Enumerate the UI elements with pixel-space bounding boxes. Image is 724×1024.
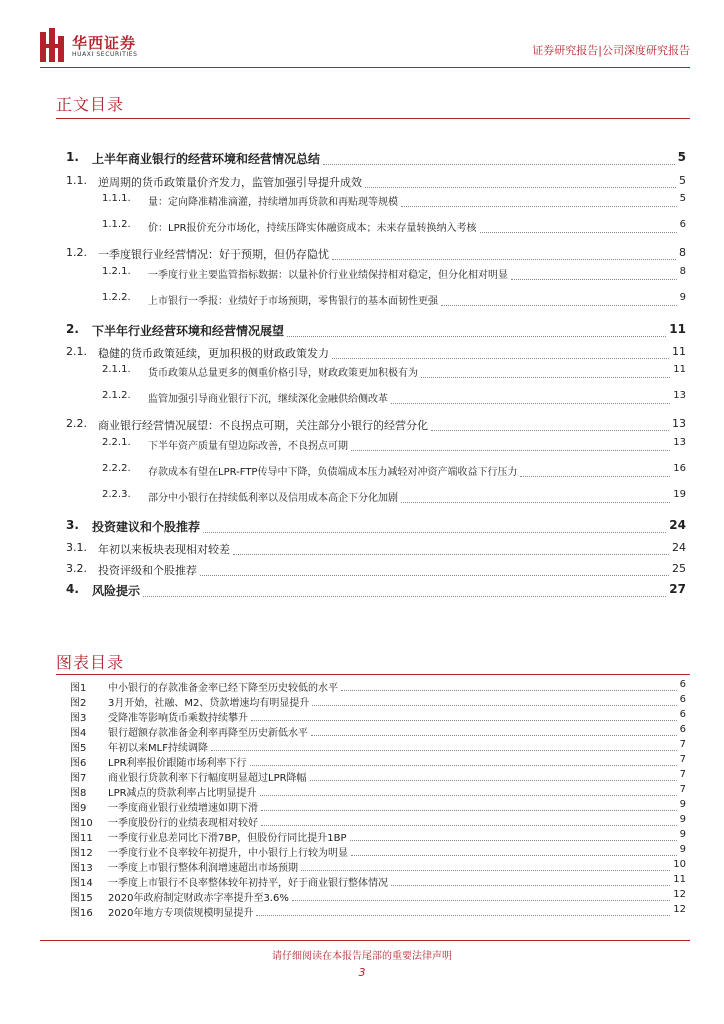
- figure-title: 一季度上市银行整体利润增速超出市场预期: [108, 863, 298, 874]
- figure-leader-dots: [301, 870, 670, 871]
- figure-leader-dots: [211, 750, 677, 751]
- toc-title-divider: [56, 118, 690, 119]
- toc-entry-title: 上半年商业银行的经营环境和经营情况总结: [92, 152, 321, 166]
- toc-entry-title: 一季度银行业经营情况：好于预期，但仍存隐忧: [98, 248, 329, 261]
- toc-entry-title: 稳健的货币政策延续，更加积极的财政政策发力: [98, 347, 329, 360]
- toc-leader-dots: [332, 358, 669, 359]
- figure-label: 图4: [70, 728, 87, 739]
- figure-label: 图14: [70, 878, 93, 889]
- toc-entry-number: 1.2.1.: [102, 266, 131, 277]
- toc-entry-title: 商业银行经营情况展望：不良拐点可期，关注部分小银行的经营分化: [98, 419, 428, 432]
- toc-entry[interactable]: [0, 582, 724, 600]
- toc-entry-number: 1.2.2.: [102, 292, 131, 303]
- toc-entry-title: 部分中小银行在持续低利率以及信用成本高企下分化加剧: [148, 493, 398, 504]
- figure-leader-dots: [391, 885, 670, 886]
- figure-label: 图2: [70, 698, 87, 709]
- toc-leader-dots: [323, 164, 675, 165]
- toc-entry-title: 存款成本有望在LPR-FTP传导中下降，负债端成本压力减轻对冲资产端收益下行压力: [148, 467, 518, 478]
- toc-leader-dots: [480, 232, 677, 233]
- toc-entry[interactable]: [0, 518, 724, 536]
- figure-leader-dots: [351, 855, 677, 856]
- toc-leader-dots: [401, 206, 677, 207]
- figure-label: 图10: [70, 818, 93, 829]
- figure-label: 图1: [70, 683, 87, 694]
- toc-entry-number: 2.: [66, 322, 79, 336]
- figure-entry[interactable]: [0, 769, 724, 783]
- figure-leader-dots: [256, 915, 670, 916]
- report-type: 证券研究报告|公司深度研究报告: [532, 44, 690, 57]
- logo-text: 华西证券: [72, 34, 137, 52]
- figure-page: 9: [679, 844, 686, 855]
- toc-entry[interactable]: [0, 541, 724, 559]
- toc-entry-title: 投资建议和个股推荐: [92, 520, 201, 534]
- figure-label: 图13: [70, 863, 93, 874]
- toc-entry-page: 11: [673, 364, 686, 375]
- figure-entry[interactable]: [0, 874, 724, 888]
- toc-entry[interactable]: [0, 437, 724, 455]
- toc-entry-title: 监管加强引导商业银行下沉，继续深化金融供给侧改革: [148, 394, 388, 405]
- toc-entry-page: 19: [673, 489, 686, 500]
- figure-page: 6: [679, 724, 686, 735]
- toc-entry[interactable]: [0, 562, 724, 580]
- toc-entry[interactable]: [0, 246, 724, 264]
- toc-leader-dots: [520, 476, 670, 477]
- figure-title: 2020年地方专项债规模明显提升: [108, 908, 254, 919]
- toc-entry-number: 1.1.2.: [102, 219, 131, 230]
- toc-leader-dots: [200, 575, 669, 576]
- toc-entry-page: 5: [679, 193, 686, 204]
- toc-leader-dots: [365, 187, 676, 188]
- toc-entry-page: 9: [679, 292, 686, 303]
- figure-entry[interactable]: [0, 829, 724, 843]
- toc-leader-dots: [441, 305, 677, 306]
- figure-page: 7: [679, 784, 686, 795]
- toc-leader-dots: [391, 403, 670, 404]
- toc-entry-number: 2.2.1.: [102, 437, 131, 448]
- figure-label: 图3: [70, 713, 87, 724]
- figure-entry[interactable]: [0, 754, 724, 768]
- toc-entry-page: 13: [673, 390, 686, 401]
- toc-leader-dots: [431, 430, 669, 431]
- toc-entry-page: 8: [679, 266, 686, 277]
- toc-entry[interactable]: [0, 150, 724, 168]
- toc-leader-dots: [351, 450, 670, 451]
- footer-divider: [40, 940, 690, 941]
- figure-label: 图16: [70, 908, 93, 919]
- toc-entry-title: 下半年行业经营环境和经营情况展望: [92, 324, 285, 338]
- figure-leader-dots: [311, 735, 677, 736]
- figure-title: 一季度股份行的业绩表现相对较好: [108, 818, 258, 829]
- toc-entry-title: 风险提示: [92, 584, 141, 598]
- toc-entry-page: 6: [679, 219, 686, 230]
- toc-entry-page: 24: [672, 541, 686, 554]
- toc-leader-dots: [401, 502, 670, 503]
- toc-entry[interactable]: [0, 417, 724, 435]
- toc-entry-title: 年初以来板块表现相对较差: [98, 543, 230, 556]
- figure-leader-dots: [350, 840, 677, 841]
- figure-title: 受降准等影响货币乘数持续攀升: [108, 713, 248, 724]
- toc-leader-dots: [332, 259, 676, 260]
- toc-entry-number: 2.1.1.: [102, 364, 131, 375]
- figure-page: 12: [673, 904, 686, 915]
- toc-entry-title: 一季度行业主要监管指标数据：以量补价行业业绩保持相对稳定，但分化相对明显: [148, 270, 508, 281]
- huaxi-logo-icon: [40, 28, 66, 62]
- toc-entry[interactable]: [0, 292, 724, 310]
- figure-entry[interactable]: [0, 739, 724, 753]
- figure-page: 6: [679, 679, 686, 690]
- toc-entry-title: 下半年资产质量有望边际改善，不良拐点可期: [148, 441, 348, 452]
- toc-entry-page: 11: [672, 345, 686, 358]
- figure-label: 图11: [70, 833, 93, 844]
- figure-page: 9: [679, 799, 686, 810]
- toc-entry-number: 2.2.2.: [102, 463, 131, 474]
- toc-entry-number: 1.: [66, 150, 79, 164]
- figure-page: 10: [673, 859, 686, 870]
- toc-entry-title: 货币政策从总量更多的侧重价格引导，财政政策更加积极有为: [148, 368, 418, 379]
- figure-leader-dots: [341, 690, 677, 691]
- figure-title: 银行超额存款准备金利率再降至历史新低水平: [108, 728, 308, 739]
- figure-title: 一季度上市银行不良率整体较年初持平，好于商业银行整体情况: [108, 878, 388, 889]
- toc-leader-dots: [203, 532, 666, 533]
- figure-label: 图15: [70, 893, 93, 904]
- figure-page: 9: [679, 814, 686, 825]
- toc-entry-page: 8: [679, 246, 686, 259]
- figure-title: 中小银行的存款准备金率已经下降至历史较低的水平: [108, 683, 338, 694]
- figure-title: 一季度行业息差同比下滑7BP，但股份行同比提升1BP: [108, 833, 347, 844]
- toc-leader-dots: [143, 596, 666, 597]
- figure-page: 6: [679, 694, 686, 705]
- figure-label: 图7: [70, 773, 87, 784]
- figure-title: 商业银行贷款利率下行幅度明显超过LPR降幅: [108, 773, 307, 784]
- figure-entry[interactable]: [0, 784, 724, 798]
- header-divider: [40, 67, 690, 68]
- toc-entry-number: 3.2.: [66, 562, 87, 575]
- figure-page: 7: [679, 754, 686, 765]
- figure-page: 7: [679, 769, 686, 780]
- figure-leader-dots: [312, 705, 677, 706]
- toc-leader-dots: [233, 554, 669, 555]
- toc-entry[interactable]: [0, 193, 724, 211]
- toc-entry-number: 3.1.: [66, 541, 87, 554]
- page-number: 3: [358, 966, 366, 979]
- figure-label: 图8: [70, 788, 87, 799]
- figure-entry[interactable]: [0, 889, 724, 903]
- figure-leader-dots: [310, 780, 677, 781]
- toc-entry-number: 1.2.: [66, 246, 87, 259]
- toc-entry-page: 11: [669, 322, 686, 336]
- toc-entry-number: 2.1.: [66, 345, 87, 358]
- toc-entry[interactable]: [0, 345, 724, 363]
- figure-entry[interactable]: [0, 844, 724, 858]
- toc-entry-page: 5: [679, 174, 686, 187]
- toc-entry-page: 16: [673, 463, 686, 474]
- figure-title: 2020年政府制定财政赤字率提升至3.6%: [108, 893, 289, 904]
- figure-title: 一季度行业不良率较年初提升，中小银行上行较为明显: [108, 848, 348, 859]
- figure-label: 图5: [70, 743, 87, 754]
- figure-label: 图12: [70, 848, 93, 859]
- toc-entry[interactable]: [0, 322, 724, 340]
- toc-leader-dots: [421, 377, 670, 378]
- toc-entry-number: 4.: [66, 582, 79, 596]
- toc-entry-number: 2.2.: [66, 417, 87, 430]
- toc-entry-number: 3.: [66, 518, 79, 532]
- figure-page: 9: [679, 829, 686, 840]
- figures-title-divider: [56, 674, 690, 675]
- figure-label: 图6: [70, 758, 87, 769]
- toc-entry-number: 1.1.1.: [102, 193, 131, 204]
- figure-leader-dots: [292, 900, 670, 901]
- toc-entry[interactable]: [0, 489, 724, 507]
- figure-title: 一季度商业银行业绩增速如期下滑: [108, 803, 258, 814]
- toc-entry-number: 2.2.3.: [102, 489, 131, 500]
- toc-entry-title: 逆周期的货币政策量价齐发力，监管加强引导提升成效: [98, 176, 362, 189]
- toc-entry-title: 量：定向降准精准滴灌，持续增加再贷款和再贴现等规模: [148, 197, 398, 208]
- toc-entry[interactable]: [0, 390, 724, 408]
- toc-entry-page: 13: [672, 417, 686, 430]
- toc-leader-dots: [511, 279, 677, 280]
- page-header: [40, 26, 690, 66]
- figure-entry[interactable]: [0, 799, 724, 813]
- toc-leader-dots: [287, 336, 666, 337]
- figure-entry[interactable]: [0, 679, 724, 693]
- figure-page: 6: [679, 709, 686, 720]
- figure-entry[interactable]: [0, 694, 724, 708]
- toc-entry[interactable]: [0, 463, 724, 481]
- figure-title: 年初以来MLF持续调降: [108, 743, 208, 754]
- figure-entry[interactable]: [0, 859, 724, 873]
- toc-title: 正文目录: [56, 95, 125, 114]
- toc-entry-title: 投资评级和个股推荐: [98, 564, 197, 577]
- figure-title: LPR减点的贷款利率占比明显提升: [108, 788, 257, 799]
- toc-entry[interactable]: [0, 174, 724, 192]
- figures-title: 图表目录: [56, 653, 125, 672]
- toc-entry-page: 24: [669, 518, 686, 532]
- figure-leader-dots: [260, 795, 677, 796]
- figure-title: 3月开始，社融、M2、贷款增速均有明显提升: [108, 698, 310, 709]
- toc-entry-number: 1.1.: [66, 174, 87, 187]
- toc-entry-number: 2.1.2.: [102, 390, 131, 401]
- figure-leader-dots: [261, 810, 677, 811]
- figure-entry[interactable]: [0, 814, 724, 828]
- figure-entry[interactable]: [0, 904, 724, 918]
- figure-leader-dots: [250, 765, 677, 766]
- figure-leader-dots: [261, 825, 677, 826]
- figure-entry[interactable]: [0, 724, 724, 738]
- toc-entry[interactable]: [0, 266, 724, 284]
- figure-page: 11: [673, 874, 686, 885]
- figure-title: LPR利率报价跟随市场利率下行: [108, 758, 247, 769]
- toc-entry-title: 价：LPR报价充分市场化，持续压降实体融资成本；未来存量转换纳入考核: [148, 223, 477, 234]
- toc-entry-title: 上市银行一季报：业绩好于市场预期，零售银行的基本面韧性更强: [148, 296, 438, 307]
- figure-page: 7: [679, 739, 686, 750]
- toc-entry-page: 27: [669, 582, 686, 596]
- figure-entry[interactable]: [0, 709, 724, 723]
- toc-entry-page: 13: [673, 437, 686, 448]
- figure-leader-dots: [251, 720, 677, 721]
- toc-entry-page: 5: [677, 150, 686, 164]
- toc-entry-page: 25: [672, 562, 686, 575]
- figure-page: 12: [673, 889, 686, 900]
- toc-entry[interactable]: [0, 364, 724, 382]
- toc-entry[interactable]: [0, 219, 724, 237]
- logo-subtext: HUAXI SECURITIES: [72, 51, 138, 58]
- figure-label: 图9: [70, 803, 87, 814]
- legal-notice: 请仔细阅读在本报告尾部的重要法律声明: [272, 951, 452, 962]
